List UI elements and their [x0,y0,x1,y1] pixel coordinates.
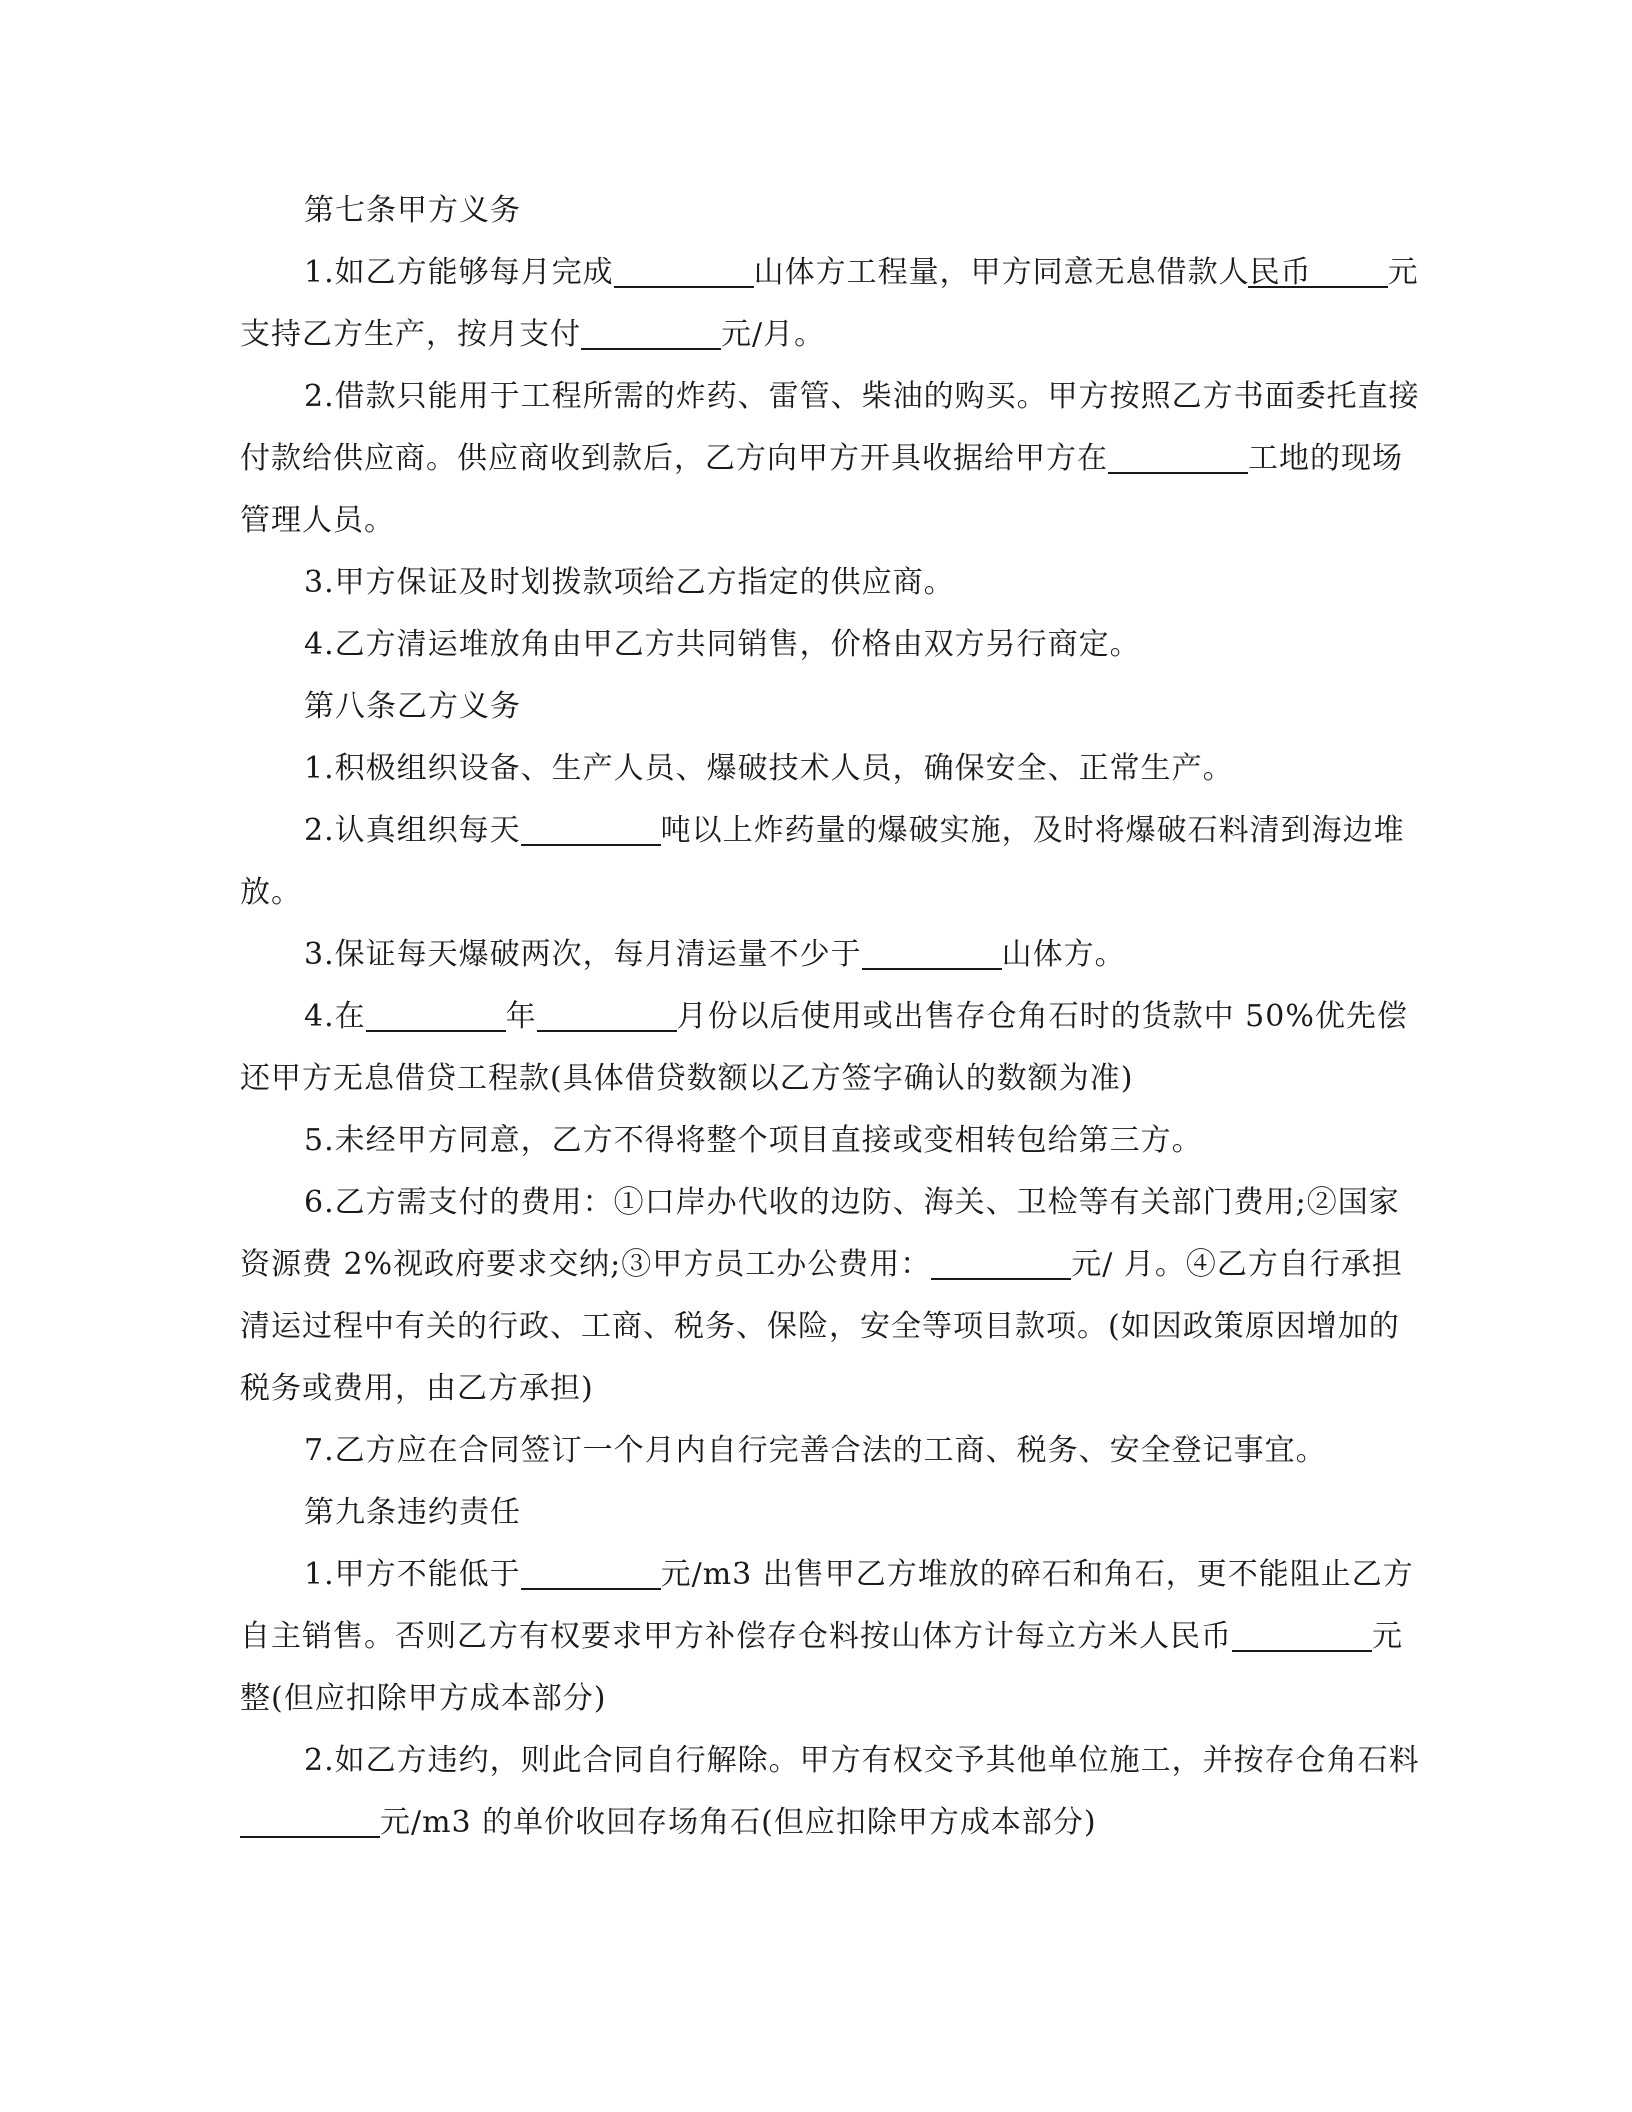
text-segment: 工地的现场管理人员。 [240,441,1403,538]
article-8-item-4 [240,986,1420,1110]
text-segment: 2.如乙方违约，则此合同自行解除。甲方有权交予其他单位施工，并按存仓角石料 [304,1743,1420,1778]
text-segment: 元支持乙方生产，按月支付 [240,255,1419,352]
fill-in-blank [862,938,1002,970]
fill-in-blank [614,256,754,288]
text-segment: 2.认真组织每天 [304,813,521,848]
text-segment: 2.借款只能用于工程所需的炸药、雷管、柴油的购买。甲方按照乙方书面委托直接付款给供应商。供应商收到款后，乙方向甲方开具收据给甲方在 [240,379,1420,476]
text-segment: 山体方工程量，甲方同意无息借款人民币 [753,255,1312,290]
article-7-item-3: 3.甲方保证及时划拨款项给乙方指定的供应商。 [304,565,955,600]
text-segment: 年 [505,999,537,1034]
text-segment: 元/月。 [721,317,826,352]
text-segment: 月份以后使用或出售存仓角石时的货款中 50%优先偿还甲方无息借贷工程款(具体借贷数额以乙方签字确认的数额为准) [240,999,1408,1096]
article-9-heading: 第九条违约责任 [304,1495,521,1530]
article-8-item-6 [240,1172,1420,1420]
text-segment: 3.保证每天爆破两次，每月清运量不少于 [304,937,862,972]
article-7-item-2 [240,366,1420,552]
article-8-item-1: 1.积极组织设备、生产人员、爆破技术人员，确保安全、正常生产。 [304,751,1234,786]
fill-in-blank [521,814,661,846]
fill-in-blank [931,1248,1071,1280]
fill-in-blank [366,1000,506,1032]
fill-in-blank [1108,442,1248,474]
text-segment: 元/m3 的单价收回存场角石(但应扣除甲方成本部分) [380,1805,1097,1840]
text-segment: 元整(但应扣除甲方成本部分) [240,1619,1403,1716]
text-segment: 1.甲方不能低于 [304,1557,521,1592]
article-8-item-7: 7.乙方应在合同签订一个月内自行完善合法的工商、税务、安全登记事宜。 [304,1433,1327,1468]
article-7-item-1 [240,242,1420,366]
text-segment: 吨以上炸药量的爆破实施，及时将爆破石料清到海边堆放。 [240,813,1405,910]
fill-in-blank [1232,1620,1372,1652]
fill-in-blank [521,1558,661,1590]
article-7-item-4: 4.乙方清运堆放角由甲乙方共同销售，价格由双方另行商定。 [304,627,1141,662]
fill-in-blank [581,318,721,350]
text-segment: 山体方。 [1001,937,1126,972]
article-8-item-2 [240,800,1420,924]
text-segment: 1.如乙方能够每月完成 [304,255,614,290]
fill-in-blank [1248,256,1388,288]
text-segment: 4.在 [304,999,366,1034]
article-7-heading: 第七条甲方义务 [304,193,521,228]
fill-in-blank [537,1000,677,1032]
article-8-item-5: 5.未经甲方同意，乙方不得将整个项目直接或变相转包给第三方。 [304,1123,1203,1158]
fill-in-blank [240,1806,380,1838]
text-segment: 元/m3 出售甲乙方堆放的碎石和角石，更不能阻止乙方自主销售。否则乙方有权要求甲方补偿存仓料按山体方计每立方米人民币 [240,1557,1414,1654]
article-8-heading: 第八条乙方义务 [304,689,521,724]
article-8-item-3 [240,924,1420,986]
article-9-item-2 [240,1730,1420,1854]
text-segment: 元/ 月。④乙方自行承担清运过程中有关的行政、工商、税务、保险，安全等项目款项。(如因政策原因增加的税务或费用，由乙方承担) [240,1247,1403,1406]
article-9-item-1 [240,1544,1420,1730]
text-segment: 6.乙方需支付的费用：①口岸办代收的边防、海关、卫检等有关部门费用;②国家资源费 2%视政府要求交纳;③甲方员工办公费用： [240,1185,1400,1282]
